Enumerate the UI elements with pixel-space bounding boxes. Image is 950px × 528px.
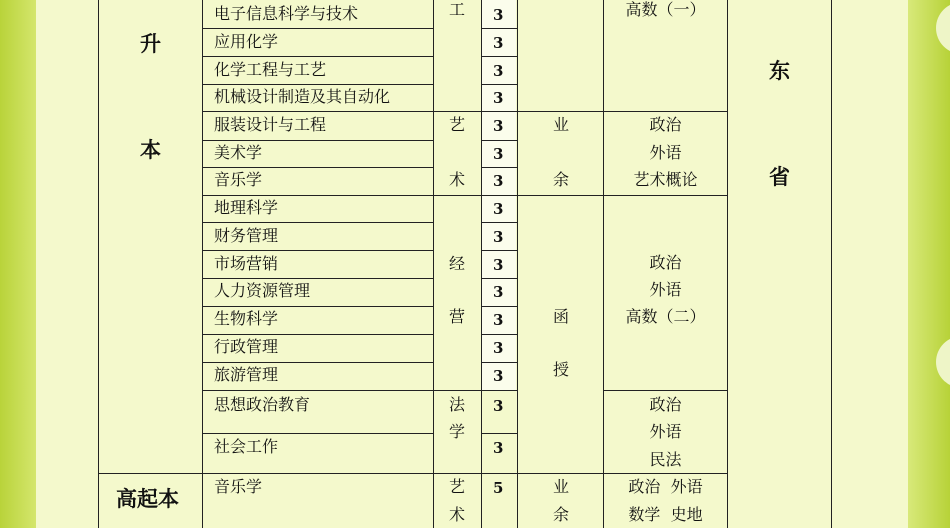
- row-line: [202, 84, 434, 85]
- study-mode-yeyu-1: 业: [553, 115, 570, 134]
- category-art-2: 术: [449, 170, 466, 189]
- category-art-1: 艺: [449, 115, 466, 134]
- exam-subject: 政治: [649, 253, 682, 272]
- study-mode-hanshou-1: 函: [553, 307, 570, 326]
- col-line: [517, 0, 518, 528]
- major-name: 财务管理: [214, 226, 279, 245]
- years-value: 3: [493, 89, 504, 107]
- row-line: [481, 250, 517, 251]
- group-line: [202, 195, 728, 196]
- category-art2-2: 术: [449, 505, 466, 524]
- major-name: 生物科学: [214, 309, 279, 328]
- row-line: [481, 140, 517, 141]
- row-line: [481, 84, 517, 85]
- section-line: [98, 473, 728, 474]
- years-value: 3: [493, 228, 504, 246]
- col-line: [831, 0, 832, 528]
- major-name: 化学工程与工艺: [214, 60, 327, 79]
- exam-subject: 高数（一）: [625, 0, 706, 19]
- years-value: 3: [493, 200, 504, 218]
- exam-subject: 政治: [649, 115, 682, 134]
- row-line: [481, 433, 517, 434]
- major-name: 应用化学: [214, 32, 279, 51]
- years-value: 3: [493, 311, 504, 329]
- major-name: 社会工作: [214, 437, 279, 456]
- row-line: [202, 140, 434, 141]
- row-line: [481, 222, 517, 223]
- exam-subject: 民法: [649, 450, 682, 469]
- major-name: 音乐学: [214, 170, 263, 189]
- major-name: 人力资源管理: [214, 281, 311, 300]
- col-line: [727, 0, 728, 528]
- row-line: [481, 167, 517, 168]
- major-name: 思想政治教育: [214, 395, 311, 414]
- region-char-2: 省: [769, 164, 790, 189]
- category-art2-1: 艺: [449, 477, 466, 496]
- years-value: 3: [493, 256, 504, 274]
- years-value: 3: [493, 6, 504, 24]
- major-name: 市场营销: [214, 254, 279, 273]
- major-name: 电子信息科学与技术: [214, 4, 359, 23]
- major-name: 地理科学: [214, 198, 279, 217]
- level-char-2: 本: [140, 137, 161, 162]
- years-value: 3: [493, 34, 504, 52]
- group-line: [603, 390, 728, 391]
- group-line: [202, 111, 728, 112]
- row-line: [202, 250, 434, 251]
- major-name: 服装设计与工程: [214, 115, 327, 134]
- study-mode-yeyu-2: 余: [553, 170, 570, 189]
- col-line: [481, 0, 482, 528]
- years-value: 3: [493, 439, 504, 457]
- years-value: 3: [493, 283, 504, 301]
- col-line: [433, 0, 434, 528]
- years-value: 3: [493, 62, 504, 80]
- row-line: [202, 56, 434, 57]
- exam-subject: 外语: [649, 143, 682, 162]
- exam-subject: 政治: [649, 395, 682, 414]
- exam-subject: 艺术概论: [633, 170, 698, 189]
- years-value: 3: [493, 339, 504, 357]
- years-value: 5: [493, 479, 504, 497]
- major-name: 音乐学: [214, 477, 263, 496]
- study-mode-yeyu2-2: 余: [553, 505, 570, 524]
- exam-subject: 政治 外语: [628, 477, 703, 496]
- category-econ-2: 营: [449, 307, 466, 326]
- exam-subject: 高数（二）: [625, 307, 706, 326]
- exam-subject: 外语: [649, 280, 682, 299]
- study-mode-yeyu2-1: 业: [553, 477, 570, 496]
- category-gong: 工: [449, 0, 466, 19]
- category-law-1: 法: [449, 395, 466, 414]
- row-line: [202, 167, 434, 168]
- row-line: [202, 433, 434, 434]
- years-value: 3: [493, 145, 504, 163]
- years-value: 3: [493, 172, 504, 190]
- col-line: [98, 0, 99, 528]
- row-line: [481, 306, 517, 307]
- study-mode-hanshou-2: 授: [553, 360, 570, 379]
- row-line: [202, 306, 434, 307]
- years-value: 3: [493, 367, 504, 385]
- col-line: [202, 0, 203, 528]
- major-name: 行政管理: [214, 337, 279, 356]
- row-line: [481, 362, 517, 363]
- row-line: [481, 56, 517, 57]
- row-line: [481, 278, 517, 279]
- row-line: [202, 334, 434, 335]
- group-line: [202, 390, 518, 391]
- level-label-gaoqiben: 高起本: [116, 486, 179, 511]
- row-line: [481, 28, 517, 29]
- row-line: [202, 222, 434, 223]
- major-name: 旅游管理: [214, 365, 279, 384]
- row-line: [202, 278, 434, 279]
- major-name: 美术学: [214, 143, 263, 162]
- region-char-1: 东: [769, 58, 790, 83]
- years-value: 3: [493, 117, 504, 135]
- category-law-2: 学: [449, 422, 466, 441]
- exam-subject: 数学 史地: [628, 505, 703, 524]
- years-value: 3: [493, 397, 504, 415]
- level-char-1: 升: [140, 31, 161, 56]
- exam-subject: 外语: [649, 422, 682, 441]
- major-name: 机械设计制造及其自动化: [214, 87, 391, 106]
- row-line: [202, 362, 434, 363]
- category-econ-1: 经: [449, 254, 466, 273]
- row-line: [202, 28, 434, 29]
- row-line: [481, 334, 517, 335]
